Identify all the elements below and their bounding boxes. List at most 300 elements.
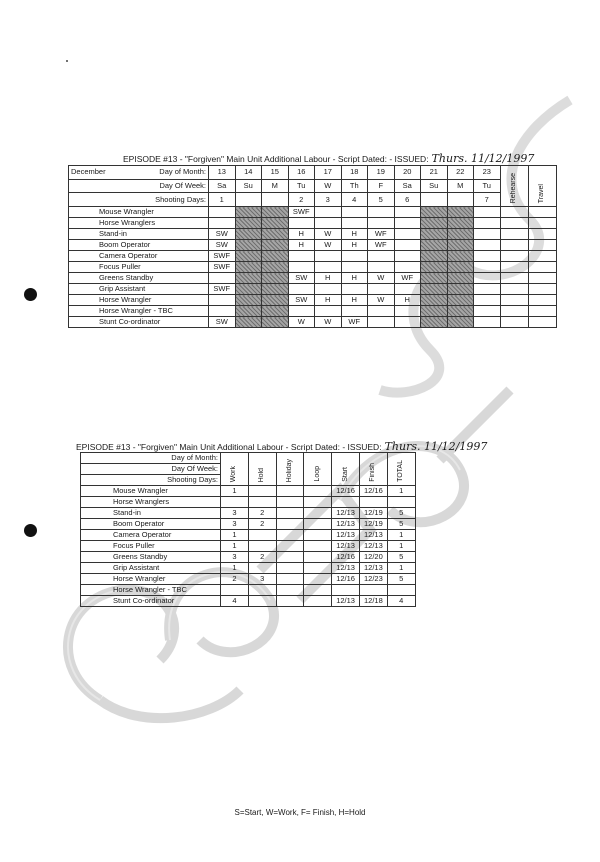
summary-cell: [332, 497, 360, 508]
schedule-cell: [421, 207, 448, 218]
role-name: Greens Standby: [69, 273, 209, 284]
column-label-work: Work: [230, 465, 238, 482]
summary-cell: [276, 497, 304, 508]
schedule-cell: [262, 284, 289, 295]
role-name: Focus Puller: [81, 541, 221, 552]
summary-cell: [276, 519, 304, 530]
day-of-week-label: Day Of Week:: [81, 464, 221, 475]
role-name: Mouse Wrangler: [81, 486, 221, 497]
summary-cell: 5: [387, 508, 415, 519]
schedule-cell: [474, 273, 501, 284]
summary-cell: [248, 530, 276, 541]
schedule-cell: [341, 306, 368, 317]
summary-cell: [387, 585, 415, 596]
summary-cell: [304, 563, 332, 574]
table-row: [69, 317, 557, 328]
schedule-cell: [288, 306, 315, 317]
table-row: [81, 508, 416, 519]
table-row: [81, 552, 416, 563]
schedule-cell: H: [341, 273, 368, 284]
summary-cell: 1: [387, 530, 415, 541]
travel-cell: [528, 317, 556, 328]
day-of-month-label: Day of Month:: [81, 453, 221, 464]
role-name: Boom Operator: [69, 240, 209, 251]
summary-cell: [304, 530, 332, 541]
schedule-cell: [474, 240, 501, 251]
table-row: [81, 541, 416, 552]
schedule-cell: [447, 284, 474, 295]
role-name: Grip Assistant: [81, 563, 221, 574]
schedule-cell: [235, 229, 262, 240]
summary-cell: 12/13: [332, 508, 360, 519]
schedule-cell: [474, 284, 501, 295]
schedule-cell: [262, 218, 289, 229]
punch-hole-top: [24, 288, 37, 301]
table-row: [69, 207, 557, 218]
schedule-cell: [368, 207, 395, 218]
table-row: [69, 240, 557, 251]
summary-cell: 1: [221, 530, 249, 541]
sheet1-title: [123, 152, 534, 165]
summary-cell: 3: [221, 552, 249, 563]
rehearse-cell: [500, 295, 528, 306]
weekday-cell: M: [447, 179, 474, 193]
travel-cell: [528, 262, 556, 273]
shooting-day-cell: [421, 193, 448, 207]
schedule-cell: [341, 251, 368, 262]
table-row: [69, 273, 557, 284]
shooting-day-cell: [262, 193, 289, 207]
summary-cell: 3: [221, 519, 249, 530]
column-header: [276, 453, 304, 486]
schedule-cell: [421, 295, 448, 306]
header-row-day-of-month: [69, 166, 557, 180]
travel-cell: [528, 207, 556, 218]
rehearse-cell: [500, 218, 528, 229]
schedule-cell: WF: [394, 273, 421, 284]
travel-cell: [528, 306, 556, 317]
schedule-cell: SWF: [209, 251, 236, 262]
schedule-cell: H: [315, 273, 342, 284]
schedule-cell: [474, 306, 501, 317]
schedule-cell: [421, 306, 448, 317]
summary-cell: 12/16: [332, 486, 360, 497]
table-row: [81, 585, 416, 596]
schedule-cell: SWF: [209, 284, 236, 295]
schedule-cell: [447, 262, 474, 273]
summary-cell: 12/19: [359, 519, 387, 530]
summary-cell: [248, 497, 276, 508]
sheet2-issued-date: Thurs. 11/12/1997: [384, 440, 488, 453]
column-header: [332, 453, 360, 486]
weekday-cell: Tu: [288, 179, 315, 193]
summary-cell: [359, 585, 387, 596]
table-row: [81, 497, 416, 508]
schedule-cell: H: [341, 229, 368, 240]
schedule-cell: H: [394, 295, 421, 306]
schedule-cell: [235, 317, 262, 328]
schedule-cell: W: [368, 273, 395, 284]
schedule-cell: [474, 317, 501, 328]
summary-cell: [248, 563, 276, 574]
column-header: [387, 453, 415, 486]
table-row: [81, 486, 416, 497]
schedule-cell: [474, 251, 501, 262]
summary-cell: [332, 585, 360, 596]
schedule-cell: [235, 306, 262, 317]
column-label-hold: Hold: [258, 467, 266, 482]
role-name: Horse Wrangler - TBC: [69, 306, 209, 317]
rehearse-cell: [500, 262, 528, 273]
role-name: Stand-in: [81, 508, 221, 519]
summary-cell: 1: [221, 563, 249, 574]
role-name: Horse Wranglers: [69, 218, 209, 229]
summary-cell: [276, 552, 304, 563]
role-name: Focus Puller: [69, 262, 209, 273]
schedule-cell: [474, 262, 501, 273]
schedule-cell: [394, 207, 421, 218]
schedule-cell: [394, 306, 421, 317]
summary-cell: [304, 508, 332, 519]
summary-cell: [276, 541, 304, 552]
travel-cell: [528, 295, 556, 306]
column-label-holiday: Holiday: [285, 458, 293, 482]
schedule-cell: [288, 284, 315, 295]
summary-cell: [387, 497, 415, 508]
summary-cell: [304, 552, 332, 563]
schedule-cell: SW: [209, 240, 236, 251]
summary-cell: 12/13: [332, 596, 360, 607]
column-label-start: Start: [341, 467, 349, 482]
role-name: Boom Operator: [81, 519, 221, 530]
weekday-cell: F: [368, 179, 395, 193]
summary-grid: [80, 452, 416, 607]
schedule-cell: [235, 207, 262, 218]
schedule-cell: [262, 317, 289, 328]
date-cell: 22: [447, 166, 474, 180]
summary-cell: [304, 541, 332, 552]
summary-cell: [304, 519, 332, 530]
legend: S=Start, W=Work, F= Finish, H=Hold: [234, 808, 366, 817]
date-cell: 14: [235, 166, 262, 180]
summary-cell: 12/20: [359, 552, 387, 563]
shooting-day-cell: 4: [341, 193, 368, 207]
table-row: [69, 284, 557, 295]
role-name: Mouse Wrangler: [69, 207, 209, 218]
rehearse-cell: [500, 317, 528, 328]
schedule-cell: [209, 207, 236, 218]
summary-cell: 12/19: [359, 508, 387, 519]
schedule-cell: [368, 317, 395, 328]
column-header: [304, 453, 332, 486]
extra-col-label-rehearse: Rehearse: [510, 172, 517, 203]
schedule-cell: WF: [368, 229, 395, 240]
schedule-cell: [315, 284, 342, 295]
weekday-cell: M: [262, 179, 289, 193]
schedule-cell: [368, 251, 395, 262]
shooting-day-cell: [447, 193, 474, 207]
summary-cell: [276, 530, 304, 541]
schedule-cell: [447, 218, 474, 229]
column-label-total: TOTAL: [397, 460, 405, 482]
schedule-cell: [288, 251, 315, 262]
summary-cell: [221, 497, 249, 508]
summary-cell: 2: [248, 519, 276, 530]
rehearse-cell: [500, 229, 528, 240]
summary-cell: [276, 508, 304, 519]
summary-cell: 5: [387, 574, 415, 585]
role-name: Stunt Co-ordinator: [81, 596, 221, 607]
summary-cell: [276, 574, 304, 585]
schedule-cell: [474, 207, 501, 218]
weekday-cell: Su: [235, 179, 262, 193]
weekday-cell: Th: [341, 179, 368, 193]
schedule-cell: [474, 218, 501, 229]
schedule-cell: [394, 284, 421, 295]
summary-cell: 12/16: [359, 486, 387, 497]
summary-cell: [248, 585, 276, 596]
schedule-cell: W: [315, 317, 342, 328]
speck: [66, 60, 68, 62]
rehearse-cell: [500, 251, 528, 262]
summary-cell: 12/13: [332, 563, 360, 574]
date-cell: 23: [474, 166, 501, 180]
schedule-cell: [235, 262, 262, 273]
summary-cell: 12/18: [359, 596, 387, 607]
schedule-cell: SW: [288, 273, 315, 284]
schedule-cell: [235, 273, 262, 284]
shooting-day-cell: [235, 193, 262, 207]
table-row: [81, 574, 416, 585]
schedule-cell: H: [341, 295, 368, 306]
date-cell: 13: [209, 166, 236, 180]
role-name: Greens Standby: [81, 552, 221, 563]
table-row: [81, 563, 416, 574]
schedule-cell: W: [288, 317, 315, 328]
column-label-loop: Loop: [313, 466, 321, 482]
shooting-day-cell: 2: [288, 193, 315, 207]
summary-cell: 12/23: [359, 574, 387, 585]
rehearse-cell: [500, 306, 528, 317]
summary-cell: 12/16: [332, 574, 360, 585]
schedule-cell: [368, 218, 395, 229]
date-cell: 16: [288, 166, 315, 180]
travel-cell: [528, 251, 556, 262]
weekday-cell: Sa: [209, 179, 236, 193]
table-row: [69, 229, 557, 240]
schedule-cell: [394, 251, 421, 262]
header-row-shooting-days: [69, 193, 557, 207]
schedule-cell: WF: [368, 240, 395, 251]
schedule-cell: H: [288, 240, 315, 251]
day-of-week-label: Day Of Week:: [69, 179, 209, 193]
summary-cell: 1: [387, 486, 415, 497]
schedule-cell: W: [315, 240, 342, 251]
schedule-cell: H: [288, 229, 315, 240]
schedule-cell: [394, 240, 421, 251]
schedule-cell: [368, 262, 395, 273]
table-row: [69, 218, 557, 229]
summary-cell: 5: [387, 519, 415, 530]
summary-cell: [276, 563, 304, 574]
table-row: [81, 596, 416, 607]
schedule-cell: [235, 218, 262, 229]
schedule-cell: [474, 295, 501, 306]
summary-cell: 3: [248, 574, 276, 585]
schedule-cell: [315, 306, 342, 317]
weekday-cell: W: [315, 179, 342, 193]
rehearse-cell: [500, 284, 528, 295]
extra-col-label-travel: Travel: [538, 183, 545, 203]
schedule-cell: SW: [209, 229, 236, 240]
schedule-cell: [421, 251, 448, 262]
travel-cell: [528, 240, 556, 251]
month-label: [69, 166, 209, 180]
summary-cell: [248, 486, 276, 497]
schedule-cell: SWF: [288, 207, 315, 218]
shooting-day-cell: 5: [368, 193, 395, 207]
schedule-cell: H: [341, 240, 368, 251]
schedule-cell: SW: [288, 295, 315, 306]
schedule-cell: [262, 306, 289, 317]
schedule-grid: [68, 165, 557, 328]
summary-cell: [276, 486, 304, 497]
travel-cell: [528, 218, 556, 229]
schedule-cell: [288, 262, 315, 273]
role-name: Camera Operator: [69, 251, 209, 262]
shooting-days-label: Shooting Days:: [69, 193, 209, 207]
summary-cell: 1: [387, 541, 415, 552]
schedule-cell: [394, 262, 421, 273]
schedule-cell: [209, 306, 236, 317]
shooting-day-cell: 3: [315, 193, 342, 207]
schedule-cell: [262, 251, 289, 262]
date-cell: 18: [341, 166, 368, 180]
schedule-cell: [288, 218, 315, 229]
schedule-cell: [447, 229, 474, 240]
schedule-cell: [447, 306, 474, 317]
schedule-cell: [262, 273, 289, 284]
summary-cell: [304, 596, 332, 607]
weekday-cell: Tu: [474, 179, 501, 193]
schedule-cell: SW: [209, 317, 236, 328]
sheet1-title-text: EPISODE #13 - "Forgiven" Main Unit Additional Labour - Script Dated: - ISSUED:: [123, 154, 429, 164]
weekday-cell: Sa: [394, 179, 421, 193]
summary-cell: 5: [387, 552, 415, 563]
summary-cell: 12/13: [359, 530, 387, 541]
shooting-days-label: Shooting Days:: [81, 475, 221, 486]
schedule-cell: [262, 229, 289, 240]
summary-cell: [221, 585, 249, 596]
column-header: [248, 453, 276, 486]
schedule-cell: [474, 229, 501, 240]
schedule-cell: [447, 251, 474, 262]
column-header: [221, 453, 249, 486]
summary-cell: [304, 574, 332, 585]
header-row-day-of-week: [69, 179, 557, 193]
extra-col-header: [500, 166, 528, 207]
schedule-cell: [421, 273, 448, 284]
schedule-cell: SWF: [209, 262, 236, 273]
schedule-cell: W: [368, 295, 395, 306]
summary-cell: 4: [221, 596, 249, 607]
schedule-cell: [262, 295, 289, 306]
role-name: Horse Wranglers: [81, 497, 221, 508]
rehearse-cell: [500, 207, 528, 218]
schedule-cell: [421, 240, 448, 251]
table-row: [69, 306, 557, 317]
summary-cell: 2: [221, 574, 249, 585]
role-name: Horse Wrangler: [69, 295, 209, 306]
schedule-cell: W: [315, 229, 342, 240]
role-name: Camera Operator: [81, 530, 221, 541]
summary-cell: 1: [221, 541, 249, 552]
schedule-cell: [447, 240, 474, 251]
schedule-cell: [421, 317, 448, 328]
summary-cell: 12/13: [332, 519, 360, 530]
summary-cell: [304, 497, 332, 508]
column-header: [359, 453, 387, 486]
schedule-cell: WF: [341, 317, 368, 328]
summary-cell: 4: [387, 596, 415, 607]
schedule-cell: [394, 218, 421, 229]
summary-cell: 12/13: [332, 530, 360, 541]
schedule-cell: [447, 295, 474, 306]
travel-cell: [528, 229, 556, 240]
table-row: [81, 530, 416, 541]
punch-hole-bottom: [24, 524, 37, 537]
shooting-day-cell: 1: [209, 193, 236, 207]
travel-cell: [528, 273, 556, 284]
schedule-cell: [421, 218, 448, 229]
schedule-cell: [394, 317, 421, 328]
summary-cell: 12/13: [359, 541, 387, 552]
sheet1-issued-date: Thurs. 11/12/1997: [431, 152, 535, 165]
schedule-cell: [262, 207, 289, 218]
role-name: Horse Wrangler - TBC: [81, 585, 221, 596]
summary-cell: [304, 486, 332, 497]
sheet2-title-text: EPISODE #13 - "Forgiven" Main Unit Additional Labour - Script Dated: - ISSUED:: [76, 442, 382, 452]
rehearse-cell: [500, 240, 528, 251]
column-label-finish: Finish: [369, 463, 377, 482]
extra-col-header: [528, 166, 556, 207]
role-name: Stunt Co-ordinator: [69, 317, 209, 328]
schedule-cell: [341, 207, 368, 218]
summary-cell: [359, 497, 387, 508]
role-name: Horse Wrangler: [81, 574, 221, 585]
role-name: Stand-in: [69, 229, 209, 240]
table-row: [69, 295, 557, 306]
schedule-cell: [209, 273, 236, 284]
month-name: December: [71, 167, 106, 177]
summary-cell: [248, 596, 276, 607]
schedule-cell: [315, 251, 342, 262]
date-cell: 19: [368, 166, 395, 180]
shooting-day-cell: 6: [394, 193, 421, 207]
day-of-month-label: Day of Month:: [159, 167, 206, 177]
schedule-cell: [235, 240, 262, 251]
schedule-cell: [341, 218, 368, 229]
date-cell: 17: [315, 166, 342, 180]
summary-cell: 1: [387, 563, 415, 574]
schedule-cell: [235, 251, 262, 262]
schedule-cell: [394, 229, 421, 240]
schedule-cell: [447, 273, 474, 284]
summary-cell: 2: [248, 508, 276, 519]
summary-cell: 12/13: [359, 563, 387, 574]
shooting-day-cell: 7: [474, 193, 501, 207]
date-cell: 15: [262, 166, 289, 180]
